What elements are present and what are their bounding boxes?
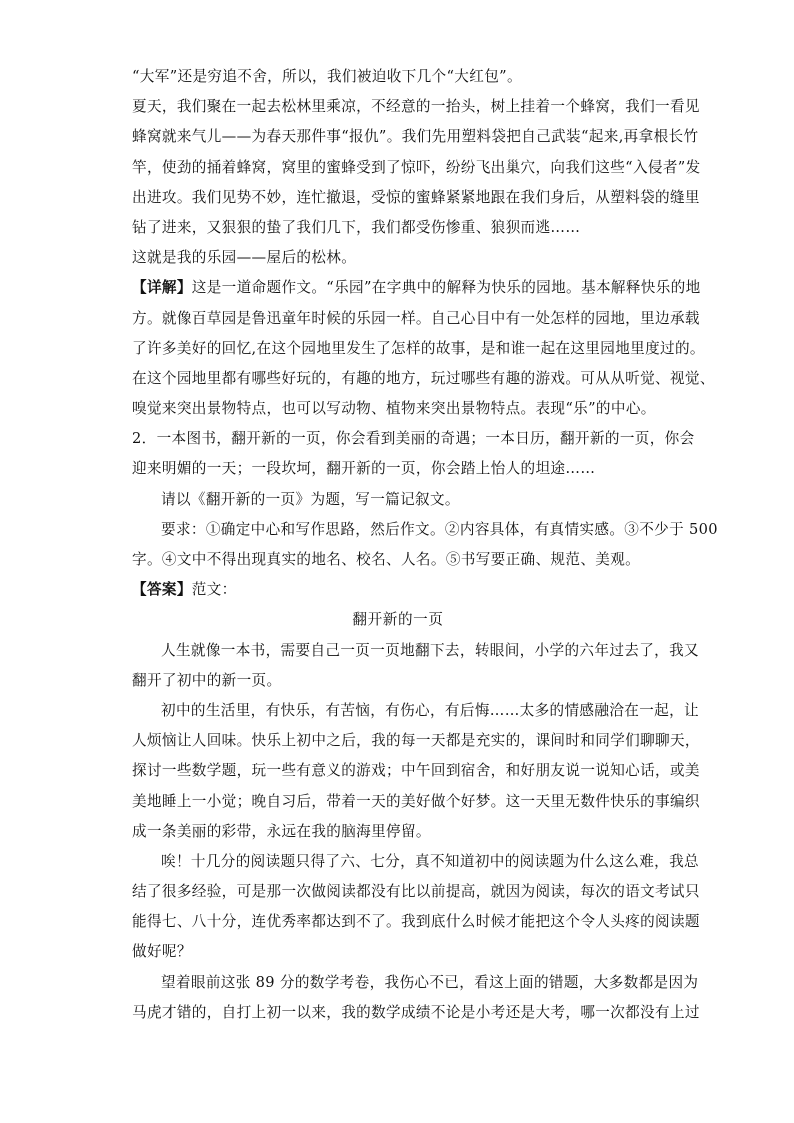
detail-tag: 【详解】 bbox=[132, 279, 192, 297]
question-line: 2．一本图书，翻开新的一页，你会看到美丽的奇遇；一本日历，翻开新的一页，你会 bbox=[132, 430, 695, 448]
essay-line: 做好呢？ bbox=[132, 943, 192, 961]
essay-line: 马虎才错的，自打上初一以来，我的数学成绩不论是小考还是大考，哪一次都没有上过 bbox=[132, 1003, 700, 1021]
text-line: 了许多美好的回忆,在这个园地里发生了怎样的故事，是和谁一起在这里园地里度过的。 bbox=[132, 339, 705, 357]
essay-line: 人生就像一本书，需要自己一页一页地翻下去，转眼间，小学的六年过去了，我又 bbox=[161, 641, 699, 659]
essay-line: 成一条美丽的彩带，永远在我的脑海里停留。 bbox=[132, 822, 431, 840]
essay-line: 探讨一些数学题，玩一些有意义的游戏；中午回到宿舍，和好朋友说一说知心话，或美 bbox=[132, 762, 700, 780]
essay-line: 望着眼前这张 89 分的数学考卷，我伤心不已，看这上面的错题，大多数都是因为 bbox=[161, 973, 699, 991]
text-line: 夏天，我们聚在一起去松林里乘凉，不经意的一抬头，树上挂着一个蜂窝，我们一看见 bbox=[132, 98, 700, 116]
essay-line: 初中的生活里，有快乐，有苦恼，有伤心，有后悔……太多的情感融洽在一起，让 bbox=[161, 701, 699, 719]
essay-line: 美地睡上一小觉；晚自习后，带着一天的美好做个好梦。这一天里无数件快乐的事编织 bbox=[132, 792, 700, 810]
text-line: 嗅觉来突出景物特点，也可以写动物、植物来突出景物特点。表现“乐”的中心。 bbox=[132, 400, 656, 418]
detail-text: 这是一道命题作文。“乐园”在字典中的解释为快乐的园地。基本解释快乐的地 bbox=[191, 279, 701, 297]
answer-text: 范文： bbox=[191, 581, 237, 599]
essay-title: 翻开新的一页 bbox=[352, 611, 444, 629]
answer-line bbox=[132, 575, 664, 605]
requirements-line: 字。④文中不得出现真实的地名、校名、人名。⑤书写要正确、规范、美观。 bbox=[132, 551, 641, 568]
answer-tag: 【答案】 bbox=[132, 581, 192, 599]
essay-line: 翻开了初中的新一页。 bbox=[132, 671, 282, 689]
text-line: “大军”还是穷追不舍，所以，我们被迫收下几个“大红包”。 bbox=[132, 68, 522, 85]
essay-line: 人烦恼让人回味。快乐上初中之后，我的每一天都是充实的，课间时和同学们聊聊天， bbox=[132, 732, 700, 750]
text-line: 方。就像百草园是鲁迅童年时候的乐园一样。自己心目中有一处怎样的园地，里边承载 bbox=[132, 309, 700, 327]
text-line: 竿，使劲的捅着蜂窝，窝里的蜜蜂受到了惊吓，纷纷飞出巢穴，向我们这些“入侵者”发 bbox=[132, 158, 701, 176]
essay-line: 结了很多经验，可是那一次做阅读都没有比以前提高，就因为阅读，每次的语文考试只 bbox=[132, 883, 700, 901]
requirements-line: 要求：①确定中心和写作思路，然后作文。②内容具体，有真情实感。③不少于 500 bbox=[161, 520, 718, 538]
text-line: 在这个园地里都有哪些好玩的，有趣的地方，玩过哪些有趣的游戏。可从从听觉、视觉、 bbox=[132, 369, 715, 387]
text-line: 钻了进来，又狠狠的蛰了我们几下，我们都受伤惨重、狼狈而逃…… bbox=[132, 218, 581, 236]
essay-line: 唉！十几分的阅读题只得了六、七分，真不知道初中的阅读题为什么这么难，我总 bbox=[161, 852, 699, 870]
prompt-line: 请以《翻开新的一页》为题，写一篇记叙文。 bbox=[161, 490, 460, 508]
essay-line: 能得七、八十分，连优秀率都达到不了。我到底什么时候才能把这个令人头疼的阅读题 bbox=[132, 913, 700, 931]
document-body bbox=[132, 62, 718, 1028]
text-line: 出进攻。我们见势不妙，连忙撤退，受惊的蜜蜂紧紧地跟在我们身后，从塑料袋的缝里 bbox=[132, 188, 700, 206]
detail-paragraph-line bbox=[132, 273, 701, 303]
text-line: 蜂窝就来气儿——为春天那件事“报仇”。我们先用塑料袋把自己武装“起来,再拿根长竹 bbox=[132, 128, 699, 146]
question-line: 迎来明媚的一天；一段坎坷，翻开新的一页，你会踏上怡人的坦途…… bbox=[132, 460, 596, 478]
text-line: 这就是我的乐园——屋后的松林。 bbox=[132, 249, 357, 267]
